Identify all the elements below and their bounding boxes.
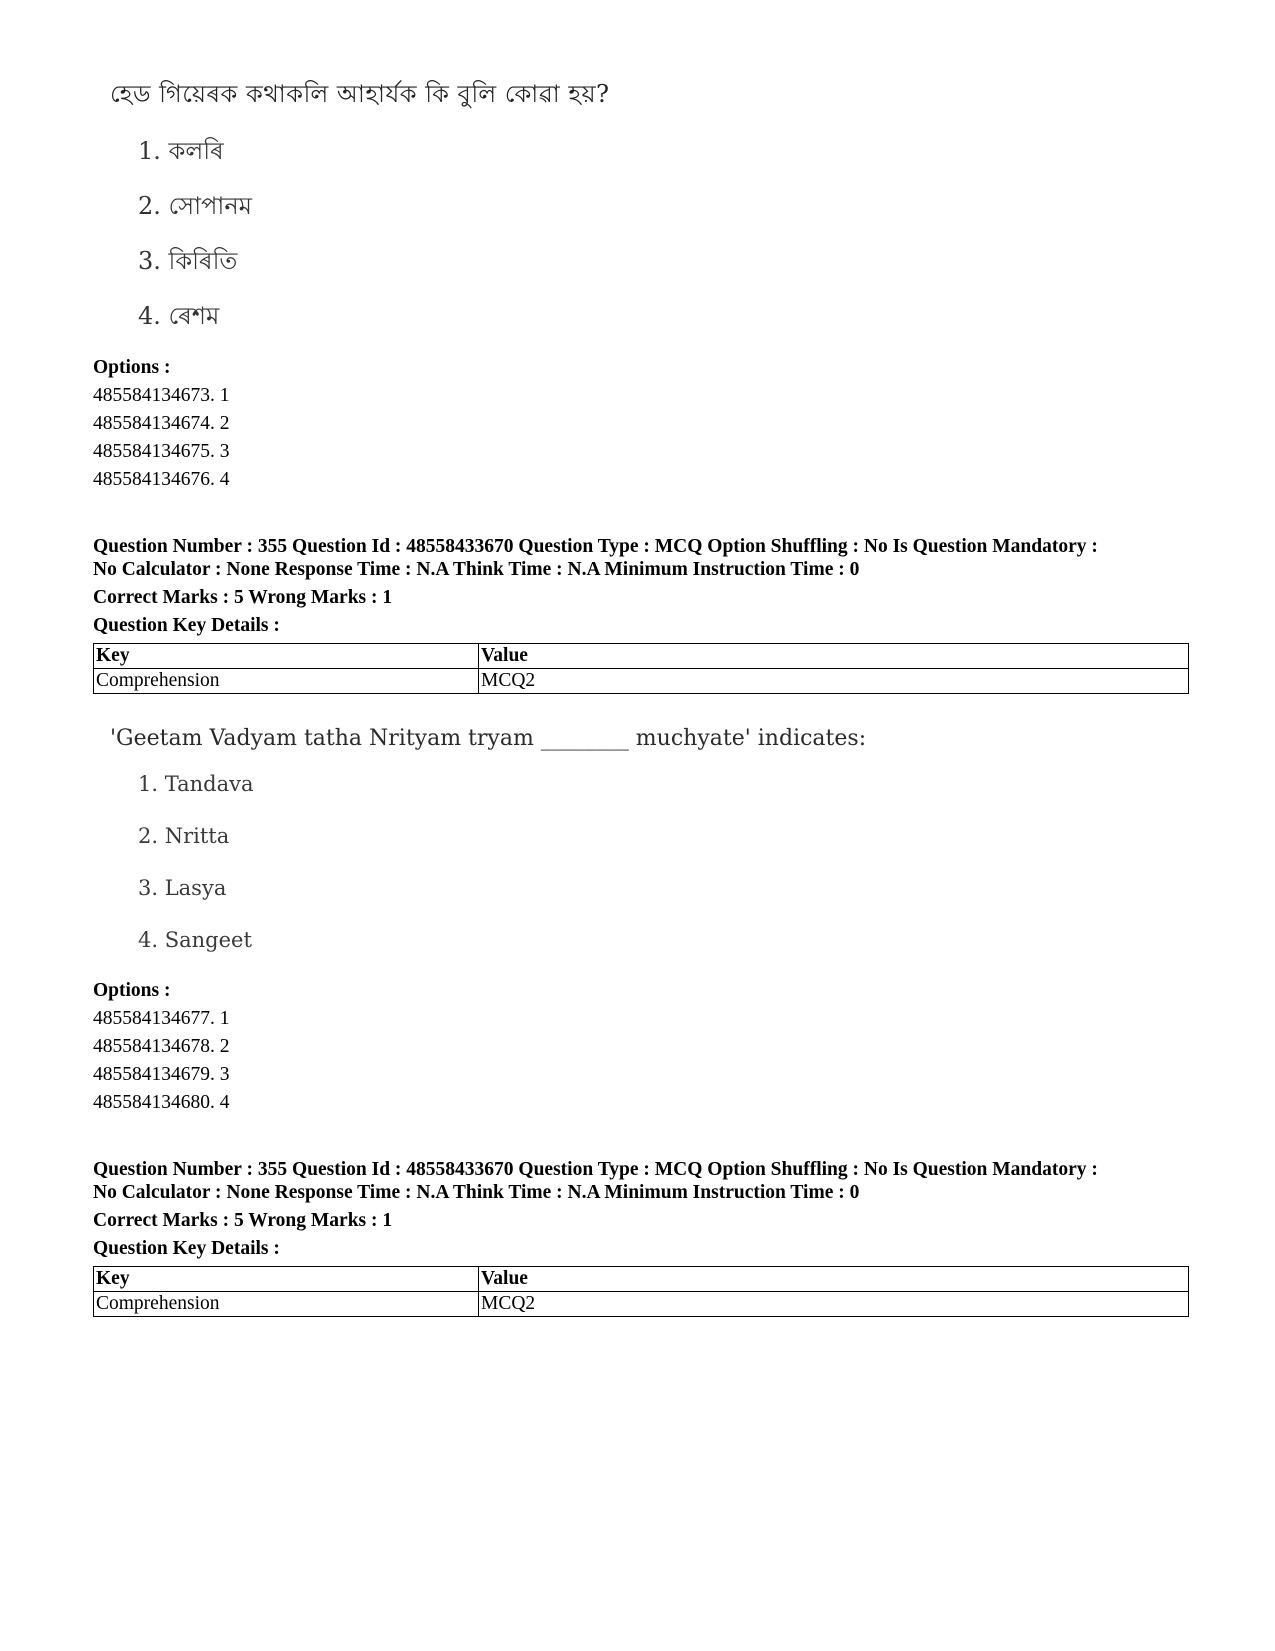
choice-2: 2. Nritta [138, 824, 230, 848]
cell-value: MCQ2 [479, 669, 1189, 694]
table-row [94, 669, 1189, 694]
choice-4: 4. ৰেশম [138, 302, 220, 330]
option-row: 485584134676. 4 [93, 469, 230, 490]
question-meta-line-2: No Calculator : None Response Time : N.A Think Time : N.A Minimum Instruction Time : 0 [93, 1182, 860, 1203]
choice-4: 4. Sangeet [138, 928, 252, 952]
marks-line: Correct Marks : 5 Wrong Marks : 1 [93, 1210, 393, 1231]
cell-value: MCQ2 [479, 1292, 1189, 1317]
option-row: 485584134679. 3 [93, 1064, 230, 1085]
question-meta [93, 1158, 1203, 1204]
header-value: Value [479, 644, 1189, 669]
question-text: 'Geetam Vadyam tatha Nrityam tryam ________ muchyate' indicates: [110, 726, 867, 751]
option-row: 485584134678. 2 [93, 1036, 230, 1057]
choice-3: 3. Lasya [138, 876, 227, 900]
key-details-label: Question Key Details : [93, 615, 280, 636]
key-details-table [93, 1266, 1189, 1317]
marks-line: Correct Marks : 5 Wrong Marks : 1 [93, 587, 393, 608]
cell-key: Comprehension [94, 1292, 479, 1317]
choice-2: 2. সোপানম [138, 192, 252, 220]
header-key: Key [94, 1267, 479, 1292]
option-row: 485584134677. 1 [93, 1008, 230, 1029]
header-value: Value [479, 1267, 1189, 1292]
question-meta-line-1: Question Number : 355 Question Id : 48558433670 Question Type : MCQ Option Shuffling : No Is Question Mandatory : [93, 536, 1098, 557]
options-label: Options : [93, 980, 171, 1001]
options-label: Options : [93, 357, 171, 378]
question-meta-line-2: No Calculator : None Response Time : N.A Think Time : N.A Minimum Instruction Time : 0 [93, 559, 860, 580]
key-details-table [93, 643, 1189, 694]
table-row [94, 1292, 1189, 1317]
option-row: 485584134675. 3 [93, 441, 230, 462]
question-meta [93, 535, 1203, 581]
table-header-row [94, 644, 1189, 669]
question-text: হেড গিয়েৰক কথাকলি আহাৰ্যক কি বুলি কোৱা হয়? [110, 80, 610, 108]
option-row: 485584134674. 2 [93, 413, 230, 434]
choice-1: 1. কলৰি [138, 137, 224, 165]
option-row: 485584134680. 4 [93, 1092, 230, 1113]
question-meta-line-1: Question Number : 355 Question Id : 48558433670 Question Type : MCQ Option Shuffling : No Is Question Mandatory : [93, 1159, 1098, 1180]
header-key: Key [94, 644, 479, 669]
cell-key: Comprehension [94, 669, 479, 694]
key-details-label: Question Key Details : [93, 1238, 280, 1259]
choice-3: 3. কিৰিতি [138, 247, 238, 275]
table-header-row [94, 1267, 1189, 1292]
choice-1: 1. Tandava [138, 772, 254, 796]
option-row: 485584134673. 1 [93, 385, 230, 406]
